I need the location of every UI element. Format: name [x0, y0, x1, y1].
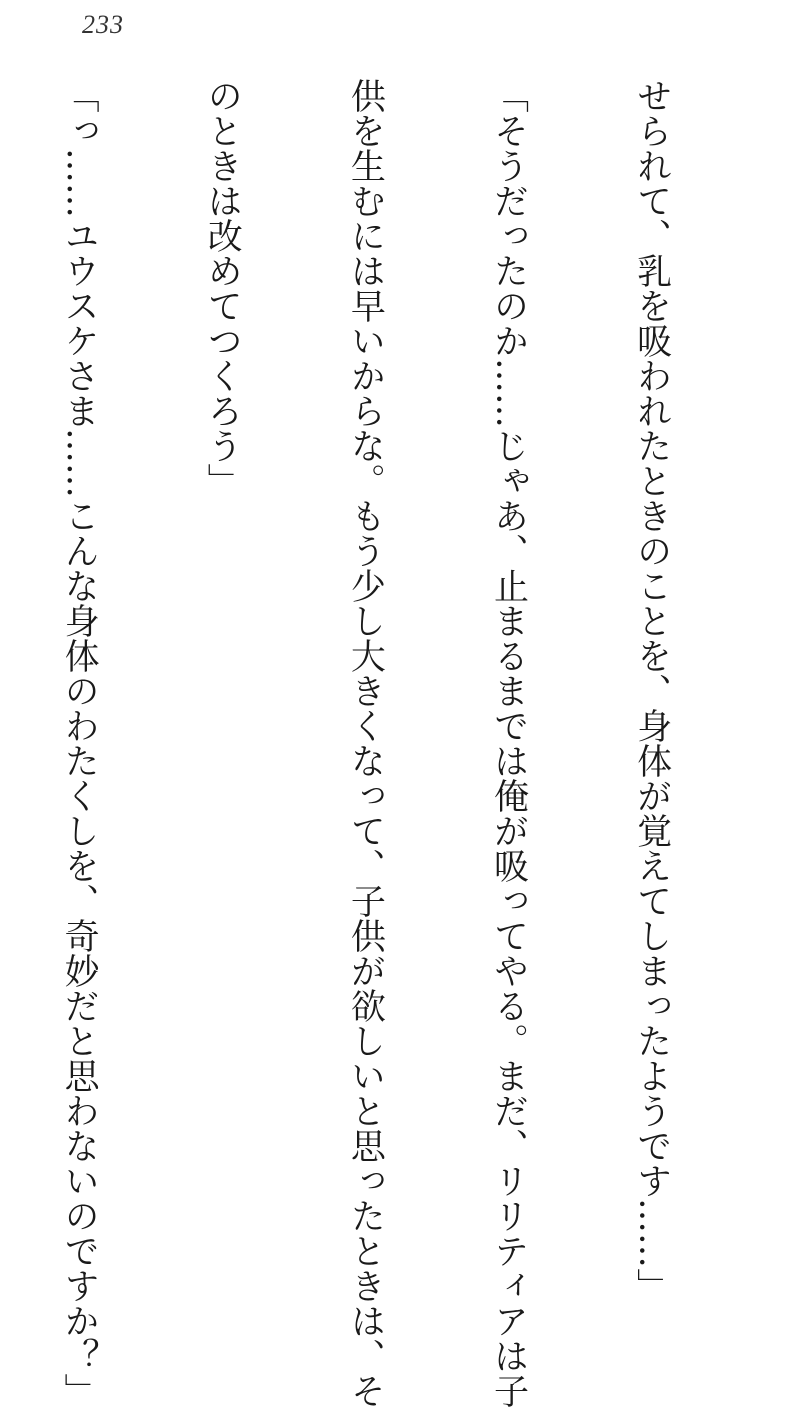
- text-line: 「っ……ユウスケさま……こんな身体のわたくしを、奇妙だと思わないのですか？」: [59, 78, 100, 1408]
- text-line: のときは改めてつくろう」: [202, 78, 243, 498]
- text-line: 供を生むには早いからな。もう少し大きくなって、子供が欲しいと思ったときは、そ: [345, 78, 386, 1408]
- page-number: 233: [82, 10, 124, 39]
- text-line: 「そうだったのか……じゃあ、止まるまでは俺が吸ってやる。まだ、リリティアは子: [488, 78, 529, 1408]
- vertical-text-body: [0, 78, 770, 1408]
- text-line: せられて、乳を吸われたときのことを、身体が覚えてしまったようです……」: [631, 78, 672, 1303]
